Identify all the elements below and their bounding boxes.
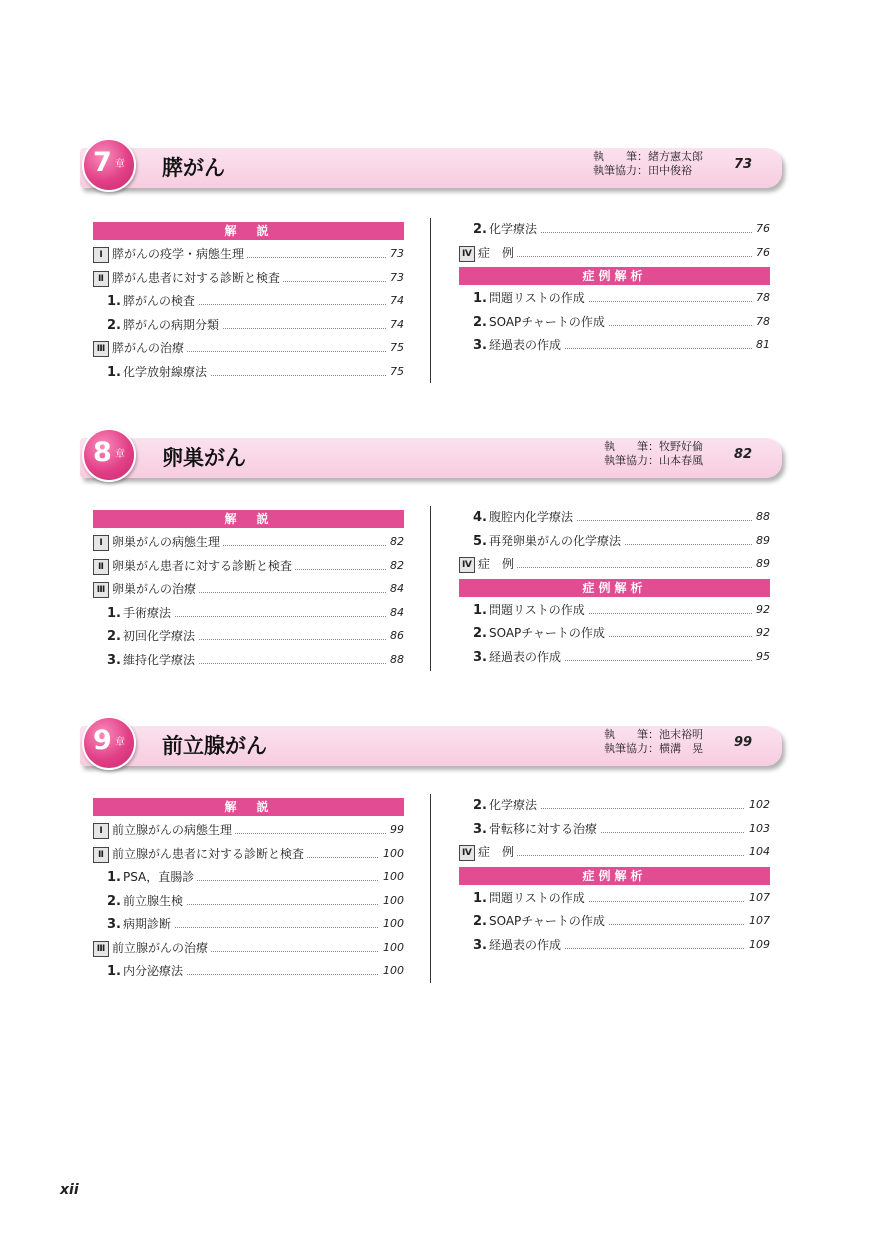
entry-text: 経過表の作成	[488, 338, 561, 352]
item-number: 4.	[473, 510, 487, 525]
toc-entry-label	[459, 623, 608, 644]
entry-page-number: 100	[379, 961, 404, 981]
toc-entry-label	[93, 891, 186, 912]
item-number: 2.	[107, 893, 121, 909]
chapter-authors: 執 筆：池末裕明 執筆協力：横溝 晃	[604, 728, 703, 755]
item-number: 1.	[473, 890, 487, 906]
roman-numeral-box: Ⅱ	[93, 847, 109, 863]
entry-page-number: 82	[386, 556, 404, 576]
toc-entry-label	[93, 961, 186, 982]
chapter-authors: 執 筆：牧野好倫 執筆協力：山本春風	[604, 440, 703, 467]
entry-text: 症 例	[478, 557, 515, 571]
toc-entry[interactable]	[93, 291, 404, 311]
toc-entry[interactable]	[459, 647, 770, 667]
toc-entry-label	[93, 626, 198, 647]
roman-numeral-box: Ⅲ	[93, 582, 109, 598]
roman-numeral-box: Ⅳ	[459, 845, 475, 861]
toc-entry[interactable]	[459, 911, 770, 931]
entry-text: PSA，直腸診	[122, 870, 195, 884]
item-number: 1.	[107, 964, 121, 979]
entry-text: 症 例	[478, 245, 515, 260]
entry-page-number: 100	[379, 891, 404, 911]
entry-page-number: 84	[386, 579, 404, 599]
entry-text: 病期診断	[122, 917, 171, 931]
toc-entry-label	[93, 556, 295, 576]
roman-numeral-box: Ⅰ	[93, 535, 109, 551]
item-number: 1.	[107, 605, 121, 621]
entry-text: 問題リストの作成	[488, 890, 585, 905]
toc-entry-label	[93, 938, 211, 958]
entry-page-number: 102	[745, 795, 770, 815]
chapter-number-badge	[82, 138, 136, 192]
toc-entry[interactable]	[93, 650, 404, 670]
toc-entry[interactable]	[459, 554, 770, 574]
toc-entry-label	[459, 554, 517, 574]
entry-page-number: 76	[752, 219, 770, 239]
column-divider	[430, 218, 431, 383]
entry-page-number: 78	[752, 288, 770, 308]
toc-entry-label	[459, 312, 608, 333]
chapter-authors: 執 筆：緒方憲太郎 執筆協力：田中俊裕	[593, 150, 703, 177]
section-header-case-analysis: 症例解析	[459, 867, 770, 885]
section-header-kaisetsu: 解 説	[93, 222, 404, 240]
toc-entry-label	[459, 335, 564, 356]
entry-page-number: 73	[386, 244, 404, 264]
entry-text: 腹腔内化学療法	[488, 510, 573, 524]
entry-page-number: 92	[752, 623, 770, 643]
toc-entry-label	[459, 531, 624, 552]
item-number: 2.	[473, 914, 487, 929]
entry-text: SOAPチャートの作成	[488, 914, 605, 928]
entry-text: 卵巣がんの治療	[112, 582, 197, 596]
item-number: 5.	[473, 533, 487, 549]
toc-entry-label	[459, 219, 540, 240]
toc-entry[interactable]	[93, 867, 404, 887]
roman-numeral-box: Ⅲ	[93, 941, 109, 957]
entry-page-number: 99	[386, 820, 404, 840]
toc-entry[interactable]	[459, 600, 770, 620]
toc-entry-label	[459, 911, 608, 932]
section-header-kaisetsu: 解 説	[93, 798, 404, 816]
item-number: 2.	[473, 798, 487, 813]
item-number: 2.	[107, 317, 121, 333]
entry-text: 卵巣がんの病態生理	[112, 535, 221, 549]
toc-entry-label	[459, 795, 540, 816]
toc-entry-label	[93, 244, 247, 264]
entry-text: 経過表の作成	[488, 649, 561, 664]
toc-entry[interactable]	[459, 819, 770, 839]
entry-text: 内分泌療法	[122, 964, 183, 978]
toc-entry[interactable]	[93, 914, 404, 934]
item-number: 1.	[107, 364, 121, 380]
entry-text: 膵がん患者に対する診断と検査	[112, 270, 281, 285]
toc-entry-label	[459, 842, 517, 862]
entry-page-number: 109	[745, 935, 770, 955]
toc-entry[interactable]	[93, 626, 404, 646]
entry-page-number: 89	[752, 554, 770, 574]
entry-page-number: 81	[752, 335, 770, 355]
item-number: 3.	[107, 917, 121, 932]
toc-entry-label	[93, 603, 174, 624]
toc-entry[interactable]	[459, 531, 770, 551]
item-number: 1.	[107, 294, 121, 309]
toc-entry[interactable]	[459, 935, 770, 955]
toc-entry-label	[93, 579, 199, 599]
toc-entry[interactable]	[93, 938, 404, 958]
roman-numeral-box: Ⅳ	[459, 246, 475, 262]
toc-entry[interactable]	[459, 243, 770, 263]
chapter-suffix: 章	[115, 737, 125, 748]
toc-entry-label	[459, 288, 588, 309]
toc-entry[interactable]	[93, 268, 404, 288]
entry-page-number: 107	[745, 888, 770, 908]
entry-text: 前立腺がんの治療	[112, 940, 209, 955]
toc-entry-label	[459, 888, 588, 909]
toc-entry-label	[93, 867, 197, 888]
entry-page-number: 100	[379, 938, 404, 958]
entry-text: 化学療法	[488, 222, 537, 236]
toc-entry-label	[93, 315, 222, 336]
entry-page-number: 84	[386, 603, 404, 623]
toc-entry-label	[93, 650, 198, 671]
entry-text: 維持化学療法	[122, 652, 195, 667]
toc-entry[interactable]	[459, 335, 770, 355]
toc-entry[interactable]	[459, 312, 770, 332]
roman-numeral-box: Ⅰ	[93, 247, 109, 263]
chapter-number: 9	[93, 725, 112, 756]
entry-text: 膵がんの治療	[112, 341, 185, 355]
toc-entry-label	[93, 362, 210, 383]
toc-entry[interactable]	[459, 219, 770, 239]
toc-entry[interactable]	[459, 842, 770, 862]
entry-page-number: 103	[745, 819, 770, 839]
toc-entry-label	[93, 338, 187, 358]
toc-entry-label	[459, 647, 564, 668]
toc-entry[interactable]	[459, 888, 770, 908]
toc-entry-label	[93, 291, 198, 312]
entry-text: 経過表の作成	[488, 937, 561, 952]
entry-text: 問題リストの作成	[488, 291, 585, 305]
item-number: 3.	[473, 937, 487, 953]
roman-numeral-box: Ⅲ	[93, 341, 109, 357]
item-number: 3.	[473, 649, 487, 665]
entry-text: 問題リストの作成	[488, 602, 585, 617]
entry-text: 膵がんの検査	[122, 294, 195, 308]
entry-page-number: 86	[386, 626, 404, 646]
entry-text: 膵がんの病期分類	[122, 317, 219, 332]
entry-text: 前立腺生検	[122, 893, 183, 908]
entry-page-number: 73	[386, 268, 404, 288]
toc-entry-label	[93, 914, 174, 935]
chapter-number: 7	[93, 147, 112, 178]
entry-page-number: 89	[752, 531, 770, 551]
chapter-title[interactable]: 卵巣がん	[162, 446, 246, 470]
toc-entry[interactable]	[93, 603, 404, 623]
entry-page-number: 104	[745, 842, 770, 862]
item-number: 2.	[107, 629, 121, 644]
entry-text: 再発卵巣がんの化学療法	[488, 533, 621, 548]
entry-page-number: 92	[752, 600, 770, 620]
item-number: 1.	[473, 602, 487, 618]
entry-page-number: 75	[386, 362, 404, 382]
entry-text: 手術療法	[122, 605, 171, 620]
entry-page-number: 107	[745, 911, 770, 931]
section-header-case-analysis: 症例解析	[459, 267, 770, 285]
toc-entry[interactable]	[93, 961, 404, 981]
item-number: 1.	[107, 870, 121, 885]
entry-page-number: 76	[752, 243, 770, 263]
item-number: 3.	[107, 652, 121, 668]
chapter-number: 8	[93, 437, 112, 468]
toc-entry-label	[459, 819, 600, 840]
entry-text: 症 例	[478, 845, 515, 859]
entry-text: 卵巣がん患者に対する診断と検査	[112, 558, 293, 573]
roman-numeral-box: Ⅳ	[459, 557, 475, 573]
toc-entry[interactable]	[459, 288, 770, 308]
chapter-number-badge	[82, 716, 136, 770]
toc-entry-label	[459, 507, 576, 528]
toc-entry[interactable]	[93, 338, 404, 358]
entry-page-number: 74	[386, 291, 404, 311]
item-number: 2.	[473, 626, 487, 641]
entry-page-number: 100	[379, 844, 404, 864]
toc-entry-label	[459, 935, 564, 956]
toc-entry[interactable]	[93, 891, 404, 911]
entry-text: 初回化学療法	[122, 629, 195, 643]
chapter-title[interactable]: 前立腺がん	[162, 734, 267, 758]
toc-entry[interactable]	[459, 507, 770, 527]
roman-numeral-box: Ⅱ	[93, 271, 109, 287]
entry-text: SOAPチャートの作成	[488, 626, 605, 640]
toc-entry-label	[93, 820, 235, 840]
section-header-case-analysis: 症例解析	[459, 579, 770, 597]
toc-entry[interactable]	[93, 820, 404, 840]
toc-entry-label	[459, 243, 517, 263]
toc-entry-label	[459, 600, 588, 621]
entry-text: 化学療法	[488, 798, 537, 812]
entry-text: 化学放射線療法	[122, 364, 207, 379]
chapter-page-number: 73	[734, 157, 753, 172]
entry-text: 骨転移に対する治療	[488, 821, 597, 836]
entry-page-number: 82	[386, 532, 404, 552]
entry-text: 前立腺がんの病態生理	[112, 823, 233, 837]
chapter-page-number: 82	[734, 447, 753, 462]
entry-page-number: 88	[386, 650, 404, 670]
entry-page-number: 75	[386, 338, 404, 358]
chapter-page-number: 99	[734, 735, 753, 750]
toc-entry[interactable]	[93, 532, 404, 552]
item-number: 1.	[473, 291, 487, 306]
chapter-title[interactable]: 膵がん	[162, 156, 225, 180]
toc-entry[interactable]	[459, 623, 770, 643]
toc-entry[interactable]	[459, 795, 770, 815]
toc-entry-label	[93, 844, 307, 864]
chapter-number-badge	[82, 428, 136, 482]
chapter-suffix: 章	[115, 449, 125, 460]
toc-entry[interactable]	[93, 362, 404, 382]
item-number: 2.	[473, 314, 487, 330]
toc-entry[interactable]	[93, 844, 404, 864]
column-divider	[430, 506, 431, 671]
toc-entry[interactable]	[93, 579, 404, 599]
item-number: 3.	[473, 338, 487, 353]
toc-entry[interactable]	[93, 315, 404, 335]
entry-page-number: 88	[752, 507, 770, 527]
entry-text: 膵がんの疫学・病態生理	[112, 247, 245, 261]
entry-page-number: 100	[379, 914, 404, 934]
roman-numeral-box: Ⅰ	[93, 823, 109, 839]
item-number: 2.	[473, 222, 487, 237]
entry-page-number: 100	[379, 867, 404, 887]
page-number: xii	[60, 1182, 79, 1198]
item-number: 3.	[473, 821, 487, 837]
toc-entry-label	[93, 268, 283, 288]
column-divider	[430, 794, 431, 983]
toc-entry[interactable]	[93, 244, 404, 264]
toc-entry-label	[93, 532, 223, 552]
roman-numeral-box: Ⅱ	[93, 559, 109, 575]
entry-page-number: 78	[752, 312, 770, 332]
entry-text: SOAPチャートの作成	[488, 314, 605, 329]
entry-page-number: 95	[752, 647, 770, 667]
entry-text: 前立腺がん患者に対する診断と検査	[112, 846, 305, 861]
chapter-suffix: 章	[115, 159, 125, 170]
section-header-kaisetsu: 解 説	[93, 510, 404, 528]
entry-page-number: 74	[386, 315, 404, 335]
toc-entry[interactable]	[93, 556, 404, 576]
